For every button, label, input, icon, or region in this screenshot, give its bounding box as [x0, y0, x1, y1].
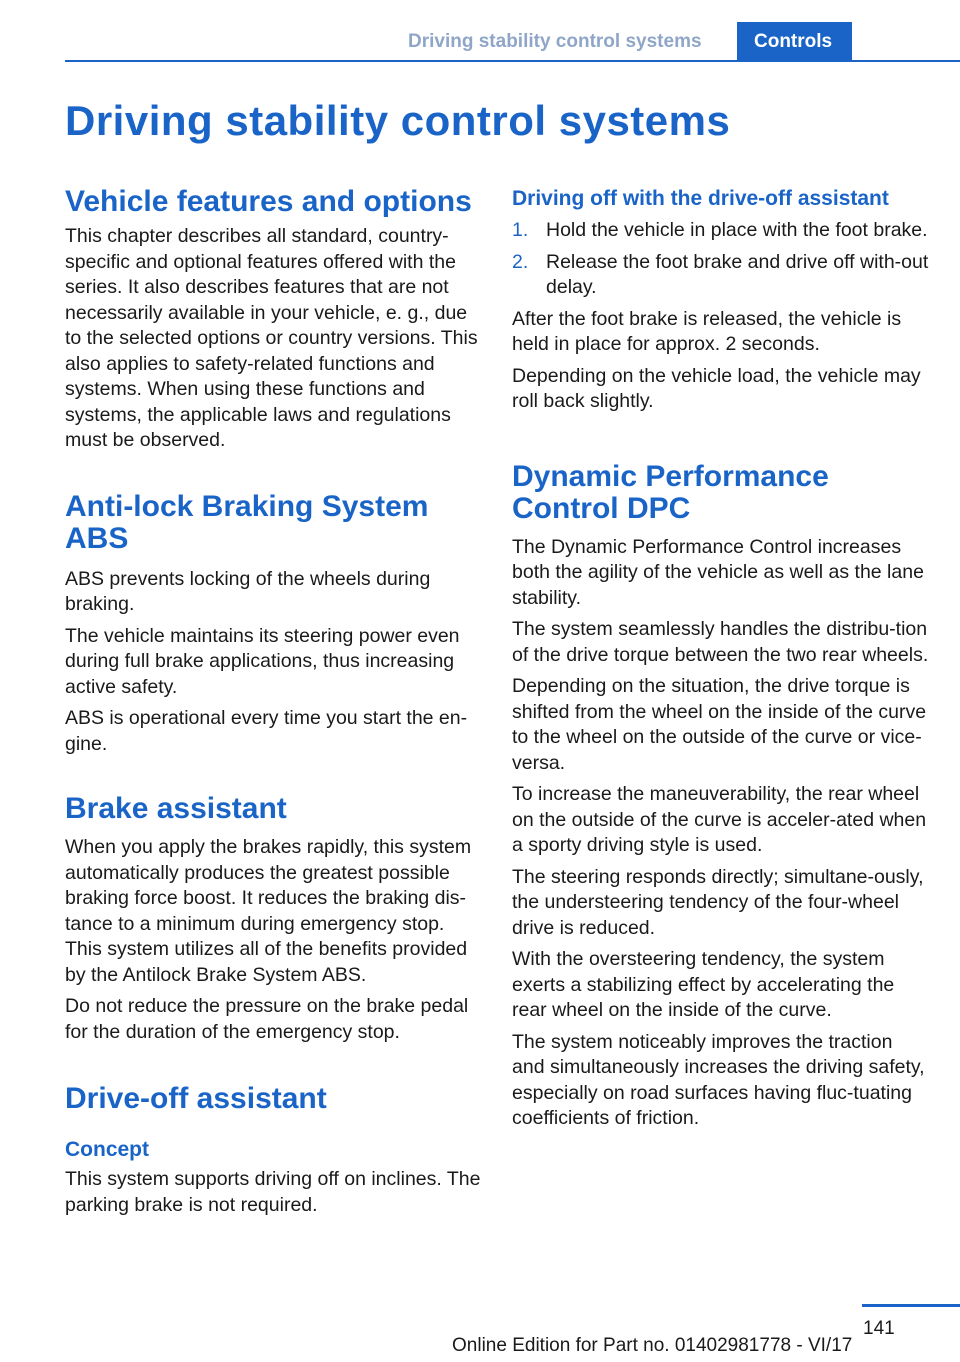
driving-off-paragraph: Depending on the vehicle load, the vehicle may roll back slightly. — [512, 364, 921, 412]
section-dpc — [512, 461, 930, 1132]
footer-rule — [862, 1304, 960, 1307]
right-column — [512, 186, 930, 1132]
list-item — [512, 250, 930, 301]
concept-text: This system supports driving off on inclines. The parking brake is not required. — [65, 1168, 481, 1216]
brake-assistant-paragraph: When you apply the brakes rapidly, this system automatically produces the greatest possible braking force boost. It reduces the braking dis‐tance to a minimum during emergency stop. This system utilizes all of the benefits provided by the Antilock Brake System ABS. — [65, 836, 472, 986]
abs-paragraph: The vehicle maintains its steering power even during full brake applications, thus increasing active safety. — [65, 624, 460, 698]
page-number: 141 — [863, 1318, 895, 1339]
steps-list — [512, 218, 930, 301]
abs-paragraph: ABS is operational every time you start the en‐gine. — [65, 707, 468, 755]
left-column — [65, 186, 483, 1218]
brake-assistant-heading: Brake assistant — [65, 792, 287, 825]
section-abs — [65, 491, 483, 758]
header-rule — [65, 60, 960, 62]
section-brake-assistant — [65, 793, 483, 1045]
header-section-title: Driving stability control systems — [408, 31, 702, 52]
driving-off-heading: Driving off with the drive-off assistant — [512, 187, 889, 210]
dpc-paragraph: To increase the maneuverability, the rear wheel on the outside of the curve is acceler‐ated when a sporty driving style is used. — [512, 783, 927, 856]
dpc-paragraph: The steering responds directly; simultane‐ously, the understeering tendency of the four-wheel drive is reduced. — [512, 865, 924, 939]
step-number: 1. — [512, 219, 529, 241]
section-vehicle-features — [65, 186, 483, 454]
header-tab-controls[interactable]: Controls — [737, 22, 852, 62]
list-item — [512, 218, 930, 244]
driving-off-paragraph: After the foot brake is released, the vehicle is held in place for approx. 2 seconds. — [512, 307, 902, 355]
concept-heading: Concept — [65, 1138, 149, 1161]
vehicle-features-text: This chapter describes all standard, country-specific and optional features offered with the series. It also describes features that are not necessarily available in your vehicle, e. g., due to the selected options or country versions. This also applies to safety-related functions and systems. When using these functions and systems, the applicable laws and regulations must be observed. — [65, 225, 478, 451]
step-number: 2. — [512, 250, 529, 273]
drive-off-heading: Drive-off assistant — [65, 1082, 327, 1115]
footer-edition: Online Edition for Part no. 01402981778 - VI/17 — [452, 1335, 853, 1356]
step-text: Release the foot brake and drive off with‐out delay. — [546, 250, 929, 298]
section-drive-off-assistant — [65, 1083, 483, 1218]
vehicle-features-heading: Vehicle features and options — [65, 185, 472, 218]
dpc-paragraph: The Dynamic Performance Control increases both the agility of the vehicle as well as the lane stability. — [512, 535, 924, 609]
dpc-paragraph: The system noticeably improves the traction and simultaneously increases the driving safety, especially on road surfaces having fluc‐tuating coefficients of friction. — [512, 1030, 925, 1129]
dpc-heading: Dynamic Performance Control DPC — [512, 459, 829, 525]
section-driving-off — [512, 186, 930, 415]
page-title: Driving stability control systems — [65, 97, 731, 144]
step-text: Hold the vehicle in place with the foot brake. — [546, 219, 928, 241]
abs-paragraph: ABS prevents locking of the wheels during braking. — [65, 567, 431, 615]
dpc-paragraph: Depending on the situation, the drive torque is shifted from the wheel on the inside of the curve to the wheel on the outside of the curve or vice-versa. — [512, 675, 927, 774]
brake-assistant-paragraph: Do not reduce the pressure on the brake pedal for the duration of the emergency stop. — [65, 995, 469, 1043]
dpc-paragraph: The system seamlessly handles the distribu‐tion of the drive torque between the two rear wheels. — [512, 618, 929, 666]
dpc-paragraph: With the oversteering tendency, the system exerts a stabilizing effect by accelerating the rear wheel on the inside of the curve. — [512, 948, 895, 1021]
abs-heading: Anti-lock Braking System ABS — [65, 489, 429, 555]
